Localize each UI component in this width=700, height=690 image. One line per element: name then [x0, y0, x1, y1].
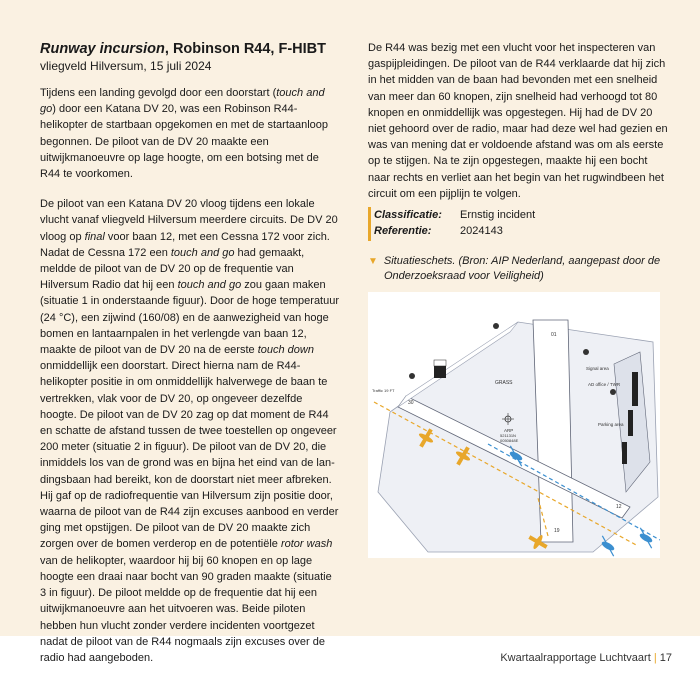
body-run: touch and go — [170, 246, 235, 259]
page-number: 17 — [659, 652, 672, 664]
arp-coords-1: 521131N — [500, 433, 516, 438]
classification-value: Ernstig incident — [460, 209, 536, 221]
title-rest: , Robinson R44, F-HIBT — [164, 41, 326, 57]
traffic-label: Traffic 19 FT — [372, 388, 395, 393]
caption-line-2: Onderzoeksraad voor Veiligheid) — [384, 270, 544, 282]
classification-row — [368, 207, 648, 223]
body-run: touch down — [257, 344, 314, 357]
arp-coords-2: 0050848E — [500, 438, 519, 443]
classification-accent-bar — [368, 207, 371, 241]
intro-run: Tijdens een landing gevolgd door een doorstart ( — [40, 87, 277, 99]
body-run: rotor wash — [280, 538, 333, 551]
left-column — [40, 40, 340, 680]
grass-label: GRASS — [495, 380, 513, 386]
body-run: onmiddellijk een doorstart. Direct hierna nam de R44-helikopter positie in om onmiddellijk halverwege de baan te vertrekken, vlak voor de DV 20, op ongeveer dezelfde hoogte. De piloot van de DV 20 zag op dat moment de R44 en schatte de afstand tussen de twee toestellen op ongeveer 200 meter (situatie 2 in figuur). De piloot van de DV 20, die inmiddels los van de grond was en bijna het eind van de landingsbaan had bereikt, kon de doorstart niet meer afbreken. Hij gaf op de radiofrequentie van Hilversum zijn positie door, waarna de piloot van de R44 zijn excuses aanbood en verder ging met opstijgen. De piloot van de DV 20 maakte zich zorgen over de bomen verderop en de potentiële — [40, 360, 339, 551]
reference-label: Referentie: — [374, 225, 432, 237]
rwy-label-left: 30 — [408, 400, 414, 406]
footer-separator: | — [653, 652, 657, 664]
intro-paragraph — [40, 85, 340, 182]
rwy-label-top: 01 — [551, 332, 557, 338]
reference-row — [368, 223, 648, 239]
body-paragraph — [40, 196, 340, 666]
rwy-label-right: 12 — [616, 504, 622, 510]
page-footer — [500, 652, 672, 664]
tree-marker — [493, 323, 499, 329]
situation-diagram — [368, 292, 660, 558]
body-run: had gemaakt, meldde de piloot van de DV 20 op de frequentie van Hilversum Radio dat hij een — [40, 246, 305, 292]
diagram-svg — [368, 292, 660, 558]
right-paragraph: De R44 was bezig met een vlucht voor het inspecteren van gaspijpleidingen. De piloot van de R44 verklaarde dat hij zich in het midden van de baan had bevonden met een snelheid van meer dan 60 knopen, zijn snelheid had verhoogd tot 80 knopen en onmiddellijk was opgestegen. Hij had de DV 20 niet gehoord over de radio, maar had deze wel had gezien en was van mening dat er voldoende afstand was om als eerste op te stijgen. Na te zijn opgestegen, maakte hij een bocht naar rechts en verliet aan het begin van het rugwindbeen het circuit om een pijplijn te volgen. — [368, 42, 668, 200]
rwy-label-bottom: 19 — [554, 528, 560, 534]
intro-run: ) door een Katana DV 20, was een Robinson R44-helikopter de startbaan opgekomen en met de startaanloop begonnen. De piloot van de DV 20 maakte een uitwijkmanoeuvre op lage hoogte, om een botsing met de R44 te voorkomen. — [40, 103, 329, 181]
reference-value: 2024143 — [460, 225, 503, 237]
classification-label: Classificatie: — [374, 209, 442, 221]
caption-triangle-icon: ▼ — [368, 256, 378, 267]
body-run: De piloot van een Katana DV 20 vloog tijdens een lokale vlucht vanaf vliegveld Hilversum meerdere circuits. De DV 20 vloog op — [40, 198, 338, 243]
article-title — [40, 40, 340, 58]
body-run: zou gaan maken (situatie 1 in onderstaande figuur). Door de hoge temperatuur (24 °C), een zijwind (160/08) en de aanwezigheid van hoge bomen en lantaarnpalen in het verlengde van baan 12, maakte de piloot van de DV 20 na de eerste — [40, 279, 340, 357]
body-run: final — [84, 230, 105, 243]
article-subtitle: vliegveld Hilversum, 15 juli 2024 — [40, 59, 212, 73]
figure-caption — [368, 254, 668, 284]
title-italic: Runway incursion — [40, 41, 165, 57]
body-run: van de helikopter, waardoor hij bij 60 knopen en op lage hoogte een draai naar bocht van 90 graden maakte (situatie 3 in figuur). De piloot meldde op de frequentie dat hij een uitwijkmanoeuvre aan het uitvoeren was. Beide piloten hebben hun vlucht zonder verdere incidenten voortgezet nadat de piloot van de R44 nogmaals zijn excuses over de radio had aangeboden. — [40, 554, 332, 664]
intro-run: touch and go — [40, 87, 325, 116]
caption-line-1: Situatieschets. (Bron: AIP Nederland, aangepast door de — [383, 255, 661, 267]
ad-office-label: AD office / TWR — [588, 382, 621, 387]
arp-label: ARP — [504, 428, 514, 433]
body-run: touch and go — [177, 279, 242, 292]
signal-area-label: Signal area — [586, 366, 609, 371]
classification-box — [368, 207, 648, 239]
body-run: voor baan 12, met een Cessna 172 voor zich. Nadat de Cessna 172 een — [40, 230, 330, 259]
parking-label: Parking area — [598, 422, 624, 427]
footer-publication: Kwartaalrapportage Luchtvaart — [500, 652, 651, 664]
right-column — [368, 40, 668, 216]
